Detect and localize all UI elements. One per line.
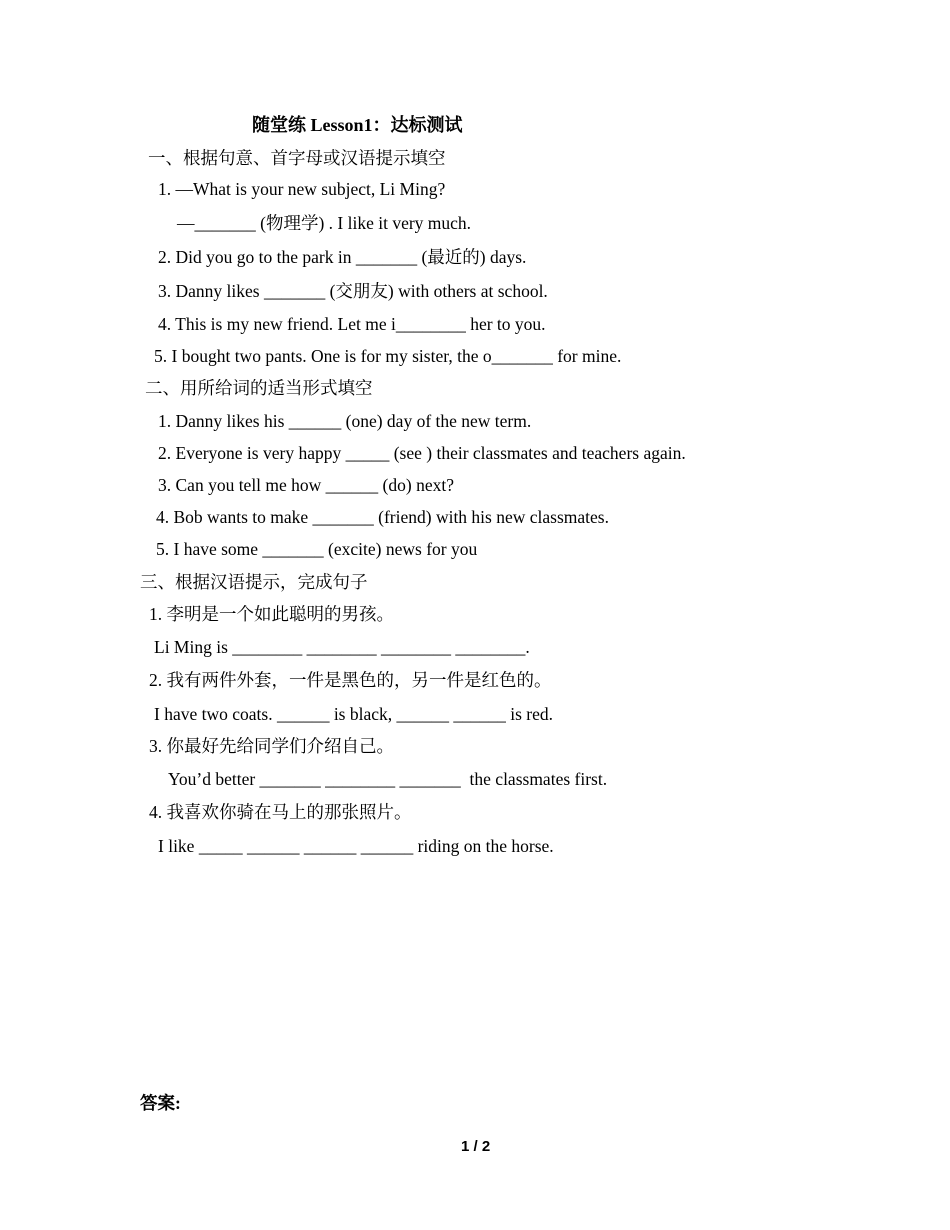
section-3-heading: 三、根据汉语提示，完成句子 (140, 572, 368, 592)
s1-line-2: —_______ (物理学) . I like it very much. (177, 213, 472, 233)
page-title: 随堂练 Lesson1：达标测试 (252, 115, 463, 135)
s3-line-8: I like _____ ______ ______ ______ riding on the horse. (158, 836, 554, 856)
s3-line-6: You’d better _______ ________ _______ the classmates first. (168, 769, 608, 789)
s3-line-1: 1. 李明是一个如此聪明的男孩。 (149, 604, 394, 624)
s2-line-1: 1. Danny likes his ______ (one) day of the new term. (158, 411, 532, 431)
s2-line-2: 2. Everyone is very happy _____ (see ) their classmates and teachers again. (158, 443, 686, 463)
s1-line-1: 1. —What is your new subject, Li Ming? (158, 179, 446, 199)
s3-line-3: 2. 我有两件外套，一件是黑色的，另一件是红色的。 (149, 670, 552, 690)
s3-line-2: Li Ming is ________ ________ ________ ________. (154, 637, 530, 657)
s2-line-4: 4. Bob wants to make _______ (friend) with his new classmates. (156, 507, 609, 527)
s1-line-6: 5. I bought two pants. One is for my sister, the o_______ for mine. (154, 346, 622, 366)
s1-line-4: 3. Danny likes _______ (交朋友) with others at school. (158, 281, 548, 301)
s2-line-3: 3. Can you tell me how ______ (do) next? (158, 475, 454, 495)
s3-line-5: 3. 你最好先给同学们介绍自己。 (149, 736, 394, 756)
answers-label: 答案: (140, 1093, 181, 1113)
s3-line-4: I have two coats. ______ is black, ______ ______ is red. (154, 704, 554, 724)
s1-line-3: 2. Did you go to the park in _______ (最近的) days. (158, 247, 527, 267)
section-1-heading: 一、根据句意、首字母或汉语提示填空 (148, 148, 446, 168)
section-2-heading: 二、用所给词的适当形式填空 (145, 378, 373, 398)
s2-line-5: 5. I have some _______ (excite) news for you (156, 539, 478, 559)
page-number: 1 / 2 (461, 1138, 491, 1155)
s1-line-5: 4. This is my new friend. Let me i________ her to you. (158, 314, 546, 334)
s3-line-7: 4. 我喜欢你骑在马上的那张照片。 (149, 802, 412, 822)
